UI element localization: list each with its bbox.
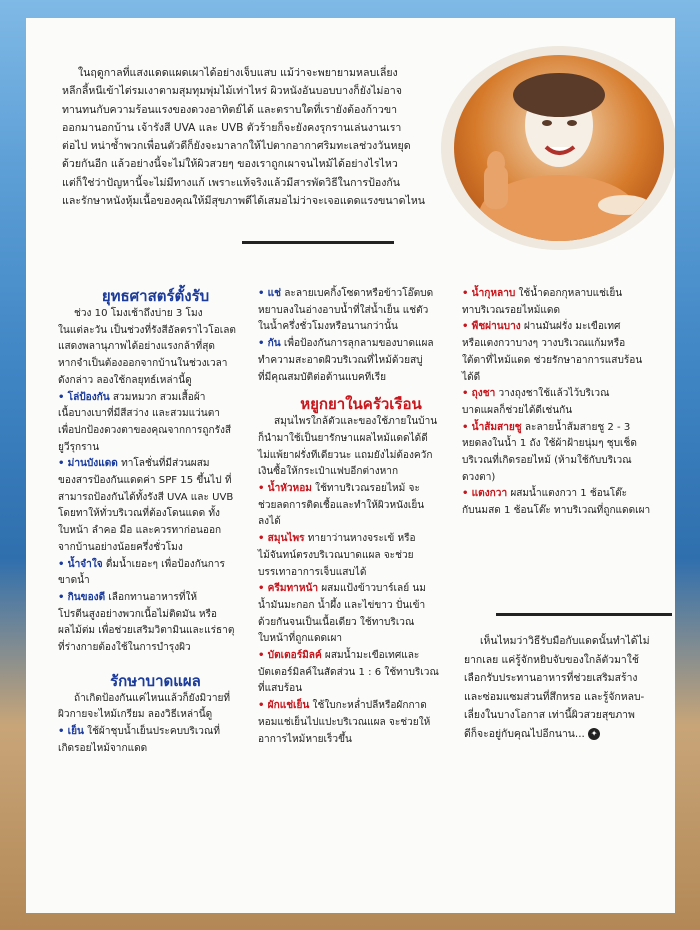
text-line: หยาบลงในอ่างอาบน้ำที่ใส่น้ำเย็น แช่ตัว [258, 304, 429, 316]
text-line: ทาบริเวณรอยไหม้แดด [462, 304, 561, 316]
text-line: โปรตีนสูงอย่างพวกเนื้อไม่ติดมัน หรือ [58, 608, 217, 620]
text-line: ผสมน้ำแตงกวา 1 ช้อนโต๊ะ [507, 488, 628, 500]
text-line: สวมหมวก สวมเสื้อผ้า [109, 391, 206, 403]
text-line: ที่มีคุณสมบัติต่อต้านแบคทีเรีย [258, 371, 387, 383]
tip-herb-label: สมุนไพร [267, 533, 305, 545]
section-title-treatment: รักษาบาดแผล [110, 671, 201, 690]
tip-sliced-veg-label: พืชผ่านบาง [471, 321, 521, 333]
tip-water-label: น้ำจำใจ [67, 558, 103, 570]
text-line: ละลายเบคกิ้งโซดาหรือข้าวโอ๊ตบด [281, 288, 434, 299]
text-line: บริเวณที่เกิดรอยไหม้ (ห้ามใช้กับบริเวณ [462, 455, 632, 467]
bullet-icon: • [258, 700, 265, 712]
text-line: หรือแตงกวาบางๆ วางบริเวณแก้มหรือ [462, 338, 626, 350]
outro-line: เห็นไหมว่าวิธีรับมือกับแดดนั้นทำได้ไม่ [480, 635, 650, 647]
bullet-icon: • [258, 288, 265, 299]
tip-cucumber-label: แตงกวา [471, 488, 508, 500]
text-line: ผสมแป้งข้าวบาร์เลย์ นม [318, 583, 426, 595]
text-line: สามารถป้องกันได้ทั้งรังสี UVA และ UVB [58, 491, 234, 503]
column-left [58, 286, 253, 758]
intro-line: ในฤดูกาลที่แสงแดดแผดเผาได้อย่างเจ็บแสบ แม้ว่าจะพยายามหลบเลี่ยง [78, 67, 398, 79]
text-line: ทายาว่านหางจระเข้ หรือ [304, 533, 416, 545]
bullet-icon: • [58, 558, 65, 570]
bullet-icon: • [462, 321, 469, 333]
outro-line: เลือกรับประทานอาหารที่ช่วยเสริมสร้าง [464, 672, 638, 685]
outro-line: เลี่ยงในบางโอกาส เท่านี้ผิวสวยสุขภาพ [464, 709, 635, 722]
column-middle [258, 286, 464, 748]
section-title-defense: ยุทธศาสตร์ตั้งรับ [101, 287, 210, 305]
text-line: ในแต่ละวัน เป็นช่วงที่รังสีอัลตราไวโอเลต [58, 324, 236, 336]
text-line: ช่วยลดการติดเชื้อและทำให้ผิวหนังเย็น [258, 499, 425, 511]
text-line: น้ำมันมะกอก น้ำผึ้ง และไข่ขาว ปั่นเข้า [258, 599, 426, 611]
text-line: ไม้จันทน์ตรงบริเวณบาดแผล จะช่วย [258, 549, 414, 561]
tip-buttermilk-label: บัตเตอร์มิลค์ [267, 650, 322, 662]
tip-tea-bag-label: ถุงชา [471, 388, 496, 400]
text-line: วางถุงชาใช้แล้วไว้บริเวณ [495, 388, 610, 400]
outro-paragraph [464, 632, 672, 744]
text-line: ลงได้ [258, 516, 281, 528]
text-line: ใต้ตาที่ไหม้แดด ช่วยรักษาอาการแสบร้อน [462, 354, 643, 366]
intro-line: หลีกลี้หนีเข้าไต่รมเงาตามสุมทุมพุ่มไม้เท่าไหร่ ผิวหนังอันบอบบางก็ยังไม่อาจ [62, 85, 402, 98]
text-line: บรรเทาอาการเจ็บแสบได้ [258, 566, 367, 578]
tip-shield-label: โล่ป้องกัน [67, 391, 110, 403]
bullet-icon: • [258, 533, 265, 545]
text-line: ทาโลชั่นที่มีส่วนผสม [117, 458, 210, 470]
intro-line: ทานทนกับความร้อนแรงของดวงอาทิตย์ได้ และตราบใดที่เรายังต้องก้าวขา [62, 103, 398, 116]
text-line: ดังกล่าว ลองใช้กลยุทธ์เหล่านี้ดู [58, 374, 192, 386]
text-line: ด้วยกันจนเป็นเนื้อเดียว ใช้ทาบริเวณ [258, 616, 415, 628]
bullet-icon: • [58, 391, 65, 403]
photo-illustration [454, 55, 664, 241]
bullet-icon: • [58, 591, 65, 603]
text-line: ดวงตา) [462, 471, 496, 483]
text-line: เงินซื้อให้กระเป๋าแฟบอีกต่างหาก [258, 466, 399, 478]
text-line: ขาดน้ำ [58, 575, 90, 587]
text-line: ยูวีรุกราน [58, 441, 100, 453]
intro-line: แต่ก็ใช่ว่าปัญหานี้จะไม่มีทางแก้ เพราะแท้จริงแล้วมีสารพัดวิธีในการป้องกัน [62, 176, 401, 189]
text-line: เพื่อป้องกันการลุกลามของบาดแผล [280, 338, 434, 350]
text-line: ของสารป้องกันแดดค่า SPF 15 ขึ้นไป ที่ [58, 475, 232, 487]
text-line: กับนมสด 1 ช้อนโต๊ะ ทาบริเวณที่ถูกแดดเผา [462, 505, 651, 517]
intro-line: และรักษาหนังหุ้มเนื้อของคุณให้มีสุขภาพดีได้เสมอไม่ว่าจะเจอแดดแรงขนาดไหน [62, 195, 426, 208]
column-right [462, 286, 672, 520]
section-title-home-remedies: หยูกยาในครัวเรือน [300, 395, 422, 414]
outro-line: ยากเลย แค่รู้จักหยิบจับของใกล้ตัวมาใช้ [464, 653, 639, 666]
intro-paragraph [62, 64, 452, 210]
end-mark-icon: ✦ [588, 728, 600, 740]
outro-line: ดีก็จะอยู่กับคุณไปอีกนาน... [464, 727, 585, 740]
text-line: ผลไม้ต่ม เพื่อช่วยเสริมวิตามินและแร่ธาตุ [58, 625, 235, 637]
bullet-icon: • [462, 288, 469, 299]
tip-vinegar-label: น้ำส้มสายชู [471, 421, 522, 433]
text-line: บาดแผลก็ช่วยได้ดีเช่นกัน [462, 404, 573, 416]
bullet-icon: • [258, 338, 265, 350]
text-line: ละลายน้ำส้มสายชู 2 - 3 [521, 421, 631, 433]
text-line: เกิดรอยไหม้จากแดด [58, 742, 148, 754]
text-line: ที่แสบร้อน [258, 683, 303, 695]
text-line: อาการไหม้หายเร็วขึ้น [258, 733, 352, 745]
text-line: โดยทาให้ทั่วบริเวณที่ต้องโดนแดด ทั้ง [58, 508, 220, 520]
text-line: ฝานมันฝรั่ง มะเขือเทศ [520, 321, 621, 333]
text-line: ผสมน้ำมะเขือเทศและ [321, 650, 420, 662]
outro-line: และซ่อมแซมส่วนที่สึกหรอ และรู้จักหลบ- [464, 690, 645, 703]
divider-top [242, 241, 394, 244]
text-line: เพื่อปกป้องดวงตาของคุณจากการถูกรังสี [58, 424, 232, 436]
text-line: เลือกทานอาหารที่ให้ [105, 591, 198, 603]
text-line: ช่วง 10 โมงเช้าถึงบ่าย 3 โมง [74, 308, 203, 319]
text-line: แสดงพลานุภาพได้อย่างแรงกล้าที่สุด [58, 341, 215, 353]
text-line: ใบหน้าที่ถูกแดดเผา [258, 633, 343, 645]
tip-prevent-label: กัน [267, 338, 281, 350]
bullet-icon: • [258, 583, 265, 595]
bullet-icon: • [258, 483, 265, 495]
text-line: ดื่มน้ำเยอะๆ เพื่อป้องกันการ [102, 558, 225, 570]
bullet-icon: • [462, 388, 469, 400]
text-line: ใช้ผ้าชุบน้ำเย็นประคบบริเวณที่ [83, 726, 220, 738]
text-line: หอมแช่เย็นไปแปะบริเวณแผล จะช่วยให้ [258, 716, 431, 728]
bullet-icon: • [462, 421, 469, 433]
bullet-icon: • [462, 488, 469, 500]
text-line: จากบ้านอย่างน้อยครึ่งชั่วโมง [58, 541, 183, 553]
intro-line: ด้วยกันอีก แล้วอย่างนี้จะไม่ให้ผิวสวยๆ ของเราถูกเผาจนไหม้ได้อย่างไรไหว [62, 158, 398, 171]
text-line: ทำความสะอาดผิวบริเวณที่ไหม้ด้วยสบู่ [258, 354, 423, 366]
text-line: ใช้ทาบริเวณรอยไหม้ จะ [311, 483, 420, 495]
text-line: ก็นำมาใช้เป็นยารักษาแผลไหม้แดดได้ดี [258, 432, 428, 444]
tip-face-cream-label: ครีมทาหน้า [267, 583, 319, 595]
text-line: ไม่แพ้ยาฝรั่งทีเดียวนะ แถมยังไม่ต้องควัก [258, 449, 433, 461]
tip-cold-veg-label: ผักแช่เย็น [267, 700, 310, 712]
tip-sunscreen-label: ม่านบังแดด [67, 458, 118, 470]
bullet-icon: • [58, 458, 65, 470]
text-line: สมุนไพรใกล้ตัวและของใช้ภายในบ้าน [274, 416, 438, 428]
text-line: หากจำเป็นต้องออกจากบ้านในช่วงเวลา [58, 358, 228, 370]
intro-line: ต่อไป หน่าซ้ำพวกเพื่อนตัวดีก็ยังจะมาลากให้ไปตากอากาศริมทะเลช่วงวันหยุด [62, 140, 411, 153]
text-line: ที่ร่างกายต้องใช้ในการบำรุงผิว [58, 642, 191, 654]
bullet-icon: • [258, 650, 265, 662]
text-line: ได้ดี [462, 371, 481, 383]
divider-right [496, 613, 672, 616]
magazine-page [26, 18, 675, 913]
text-line: ใช้ใบกะหล่ำปลีหรือผักกาด [309, 700, 427, 712]
text-line: บัตเตอร์มิลค์ในสัดส่วน 1 : 6 ใช้ทาบริเวณ [258, 666, 439, 678]
text-line: เนื้อบางเบาที่มีสีสว่าง และสวมแว่นตา [58, 408, 220, 420]
text-line: ใบหน้า ลำคอ มือ และควรทาก่อนออก [58, 525, 222, 537]
text-line: ใช้น้ำดอกกุหลาบแช่เย็น [515, 288, 623, 299]
tip-cold-label: เย็น [67, 726, 84, 738]
text-line: หยดลงในน้ำ 1 ถัง ใช้ผ้าฝ้ายนุ่มๆ ชุบเช็ด [462, 438, 637, 450]
text-line: ในน้ำครึ่งชั่วโมงหรือนานกว่านั้น [258, 321, 398, 333]
intro-line: ออกมานอกบ้าน เจ้ารังสี UVA และ UVB ตัวร้ายก็จะยังคงรุกรานเล่นงานเรา [62, 121, 402, 134]
woman-face-mask-photo [454, 55, 664, 241]
tip-rose-water-label: น้ำกุหลาบ [471, 288, 516, 299]
bullet-icon: • [58, 726, 65, 738]
tip-soak-label: แช่ [267, 288, 282, 299]
tip-onion-label: น้ำหัวหอม [267, 483, 312, 495]
text-line: ผิวกายจะไหม้เกรียม ลองวิธีเหล่านี้ดู [58, 709, 213, 721]
tip-food-label: กินของดี [67, 591, 106, 603]
text-line: ถ้าเกิดป้องกันแค่ไหนแล้วก็ยังมิวายที่ [74, 692, 231, 704]
